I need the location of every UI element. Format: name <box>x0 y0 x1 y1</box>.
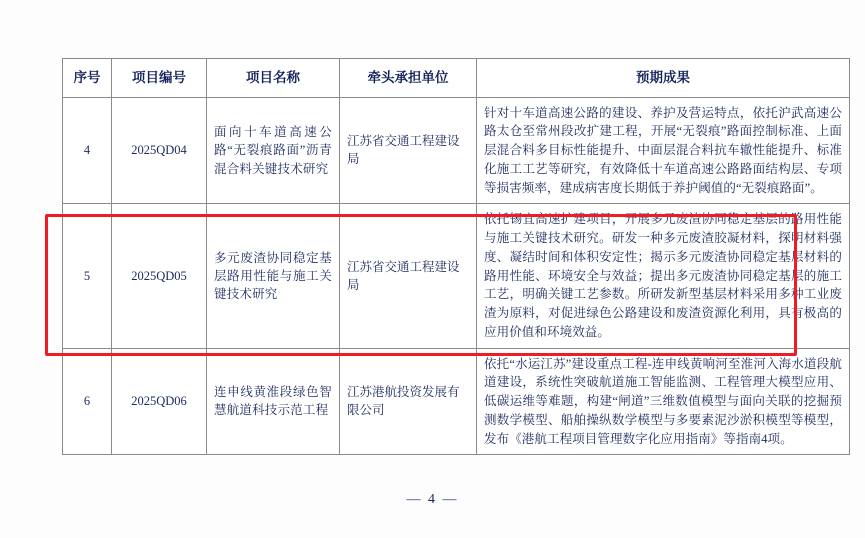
header-code: 项目编号 <box>112 59 207 98</box>
cell-no: 5 <box>63 204 112 348</box>
cell-outcome: 依托“水运江苏”建设重点工程-连申线黄响河至淮河入海水道段航道建设，系统性突破航道施工智能监测、工程管理大模型应用、低碳运维等难题，构建“闸道”三维数值模型与面向关联的挖掘预测数学模型、船舶操纵数学模型与多要素泥沙淤积模型等模型，发布《港航工程项目管理数字化应用指南》等指南4项。 <box>477 348 850 455</box>
cell-no: 6 <box>63 348 112 455</box>
table-header <box>63 59 850 98</box>
header-name: 项目名称 <box>207 59 340 98</box>
cell-code: 2025QD04 <box>112 97 207 204</box>
table-row-highlighted <box>63 204 850 348</box>
header-outcome: 预期成果 <box>477 59 850 98</box>
cell-name: 面向十车道高速公路“无裂痕路面”沥青混合料关键技术研究 <box>207 97 340 204</box>
page-footer: — 4 — <box>406 492 459 507</box>
cell-code: 2025QD06 <box>112 348 207 455</box>
project-table <box>62 58 850 455</box>
cell-outcome: 针对十车道高速公路的建设、养护及营运特点，依托沪武高速公路太仓至常州段改扩建工程，开展“无裂痕”路面控制标准、上面层混合料多目标性能提升、中面层混合料抗车辙性能提升、标准化施工工艺等研究，有效降低十车道高速公路路面结构层、专项等损害频率，建成病害度长期低于养护阈值的“无裂痕路面”。 <box>477 97 850 204</box>
cell-outcome: 依托锡宜高速扩建项目，开展多元废渣协同稳定基层的路用性能与施工关键技术研究。研发一种多元废渣胶凝材料，探明材料强度、凝结时间和体积安定性；揭示多元废渣协同稳定基层材料的路用性能、环境安全与效益；提出多元废渣协同稳定基层的施工工艺，明确关键工艺参数。所研发新型基层材料采用多种工业废渣为原料，对促进绿色公路建设和废渣资源化利用，具有极高的应用价值和环境效益。 <box>477 204 850 348</box>
table-row <box>63 348 850 455</box>
header-no: 序号 <box>63 59 112 98</box>
cell-name: 连申线黄淮段绿色智慧航道科技示范工程 <box>207 348 340 455</box>
table-header-row <box>63 59 850 98</box>
table-body <box>63 97 850 455</box>
cell-unit: 江苏港航投资发展有限公司 <box>340 348 477 455</box>
cell-unit: 江苏省交通工程建设局 <box>340 204 477 348</box>
cell-code: 2025QD05 <box>112 204 207 348</box>
cell-name: 多元废渣协同稳定基层路用性能与施工关键技术研究 <box>207 204 340 348</box>
cell-unit: 江苏省交通工程建设局 <box>340 97 477 204</box>
table-row <box>63 97 850 204</box>
cell-no: 4 <box>63 97 112 204</box>
header-unit: 牵头承担单位 <box>340 59 477 98</box>
